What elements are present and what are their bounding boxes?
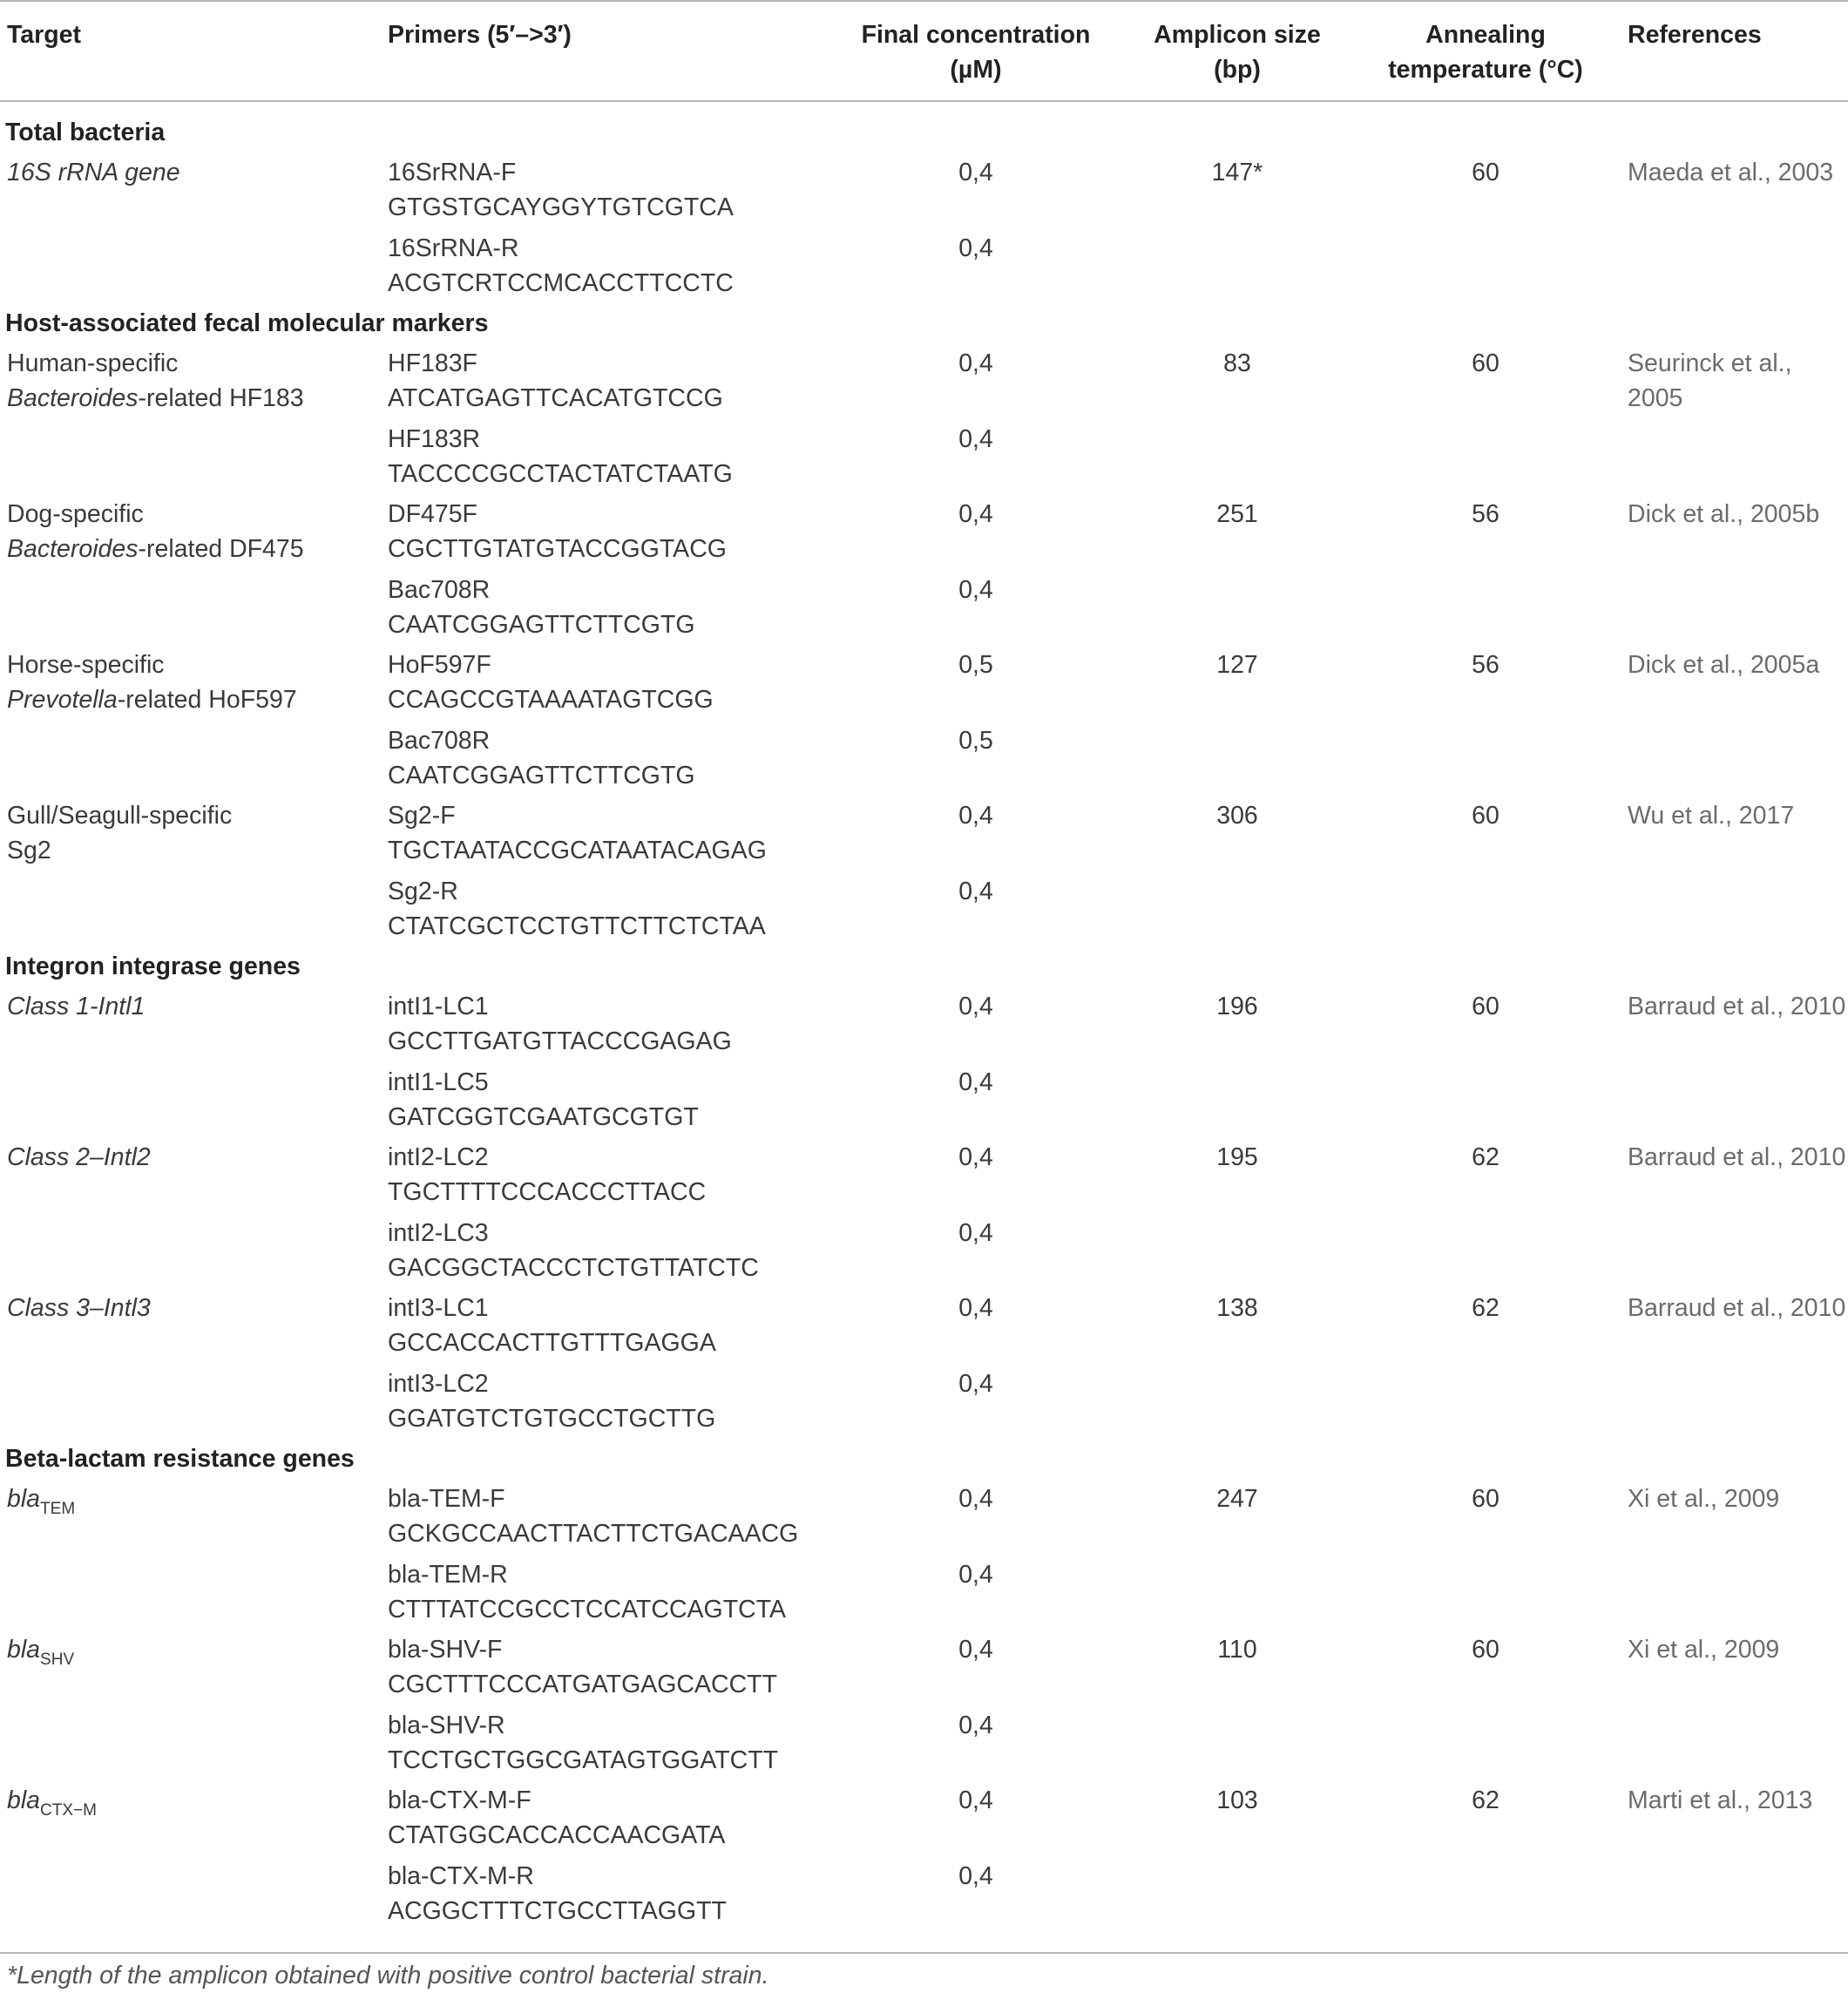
annealing-temperature: 62 <box>1472 1294 1499 1322</box>
primer-name: Sg2-R <box>388 877 458 905</box>
primer-sequence: CAATCGGAGTTCTTCGTG <box>388 610 695 639</box>
header-primers: Primers (5′–>3′) <box>388 21 572 49</box>
primer-cell <box>388 1783 725 1853</box>
primer-sequence: CTATGGCACCACCAACGATA <box>388 1821 726 1849</box>
final-concentration: 0,4 <box>958 1485 993 1513</box>
amplicon-size: 251 <box>1216 500 1258 528</box>
primer-sequence: CGCTTGTATGTACCGGTACG <box>388 535 727 563</box>
target-label <box>7 497 304 566</box>
target-label <box>7 989 145 1024</box>
primer-name: bla-CTX-M-F <box>388 1786 531 1814</box>
target-label-line <box>7 1291 151 1325</box>
primer-sequence: GGATGTCTGTGCCTGCTTG <box>388 1404 716 1433</box>
target-label-part: -related HoF597 <box>117 686 297 714</box>
final-concentration: 0,5 <box>958 651 993 679</box>
primer-name: 16SrRNA-F <box>388 159 517 186</box>
amplicon-size: 306 <box>1216 802 1258 830</box>
header-anneal-line1: Annealing <box>1425 21 1546 49</box>
target-label-subscript: CTX−M <box>40 1801 97 1820</box>
reference <box>1628 647 1819 682</box>
primer-sequence: TACCCCGCCTACTATCTAATG <box>388 459 733 488</box>
target-label-part: 16S rRNA gene <box>7 159 180 186</box>
primer-cell <box>388 1366 715 1436</box>
annealing-temperature: 56 <box>1472 500 1499 528</box>
primer-sequence: CGCTTTCCCATGATGAGCACCTT <box>388 1671 777 1698</box>
reference-line: Barraud et al., 2010 <box>1628 1143 1846 1171</box>
primer-name: bla-CTX-M-R <box>388 1861 534 1890</box>
target-label-part: Human-specific <box>7 349 179 377</box>
primer-cell <box>388 1291 716 1360</box>
amplicon-size: 103 <box>1216 1786 1258 1814</box>
target-label-line <box>7 1783 97 1821</box>
annealing-temperature: 60 <box>1472 349 1499 377</box>
target-label <box>7 798 232 868</box>
reference <box>1628 1291 1845 1325</box>
primer-name: Bac708R <box>388 575 491 604</box>
final-concentration: 0,4 <box>958 575 993 604</box>
primer-name: intI3-LC1 <box>388 1294 489 1322</box>
reference <box>1628 989 1845 1024</box>
primer-cell <box>388 422 733 491</box>
header-amplicon-line2: (bp) <box>1214 56 1261 84</box>
primer-cell <box>388 723 695 793</box>
target-label-line <box>7 833 232 868</box>
target-label-part: bla <box>7 1485 41 1513</box>
final-concentration: 0,4 <box>958 159 993 186</box>
target-label-part: bla <box>7 1636 41 1664</box>
primer-sequence: GATCGGTCGAATGCGTGT <box>388 1102 699 1131</box>
primer-sequence: GACGGCTACCCTCTGTTATCTC <box>388 1253 759 1282</box>
primer-name: intI2-LC3 <box>388 1218 489 1247</box>
reference-line: Xi et al., 2009 <box>1628 1636 1780 1664</box>
section-heading: Integron integrase genes <box>5 952 301 980</box>
annealing-temperature: 60 <box>1472 159 1499 186</box>
target-label <box>7 1783 97 1821</box>
amplicon-size: 110 <box>1217 1636 1257 1664</box>
header-final-concentration <box>836 17 1115 87</box>
reference-line: Maeda et al., 2003 <box>1628 159 1834 186</box>
amplicon-size: 247 <box>1216 1485 1258 1513</box>
target-label-line <box>7 1632 74 1671</box>
final-concentration: 0,4 <box>958 877 993 905</box>
primer-cell <box>388 874 766 944</box>
primer-cell <box>388 989 732 1059</box>
target-label <box>7 1481 75 1520</box>
reference <box>1628 497 1819 532</box>
final-concentration: 0,4 <box>958 1861 993 1890</box>
primer-cell <box>388 346 723 416</box>
reference <box>1628 798 1794 833</box>
primer-name: intI1-LC1 <box>388 993 489 1020</box>
reference <box>1628 1140 1845 1175</box>
amplicon-size: 138 <box>1216 1294 1258 1322</box>
final-concentration: 0,4 <box>958 1369 993 1398</box>
primer-cell <box>388 1140 706 1210</box>
target-label-line <box>7 532 304 566</box>
final-concentration: 0,4 <box>958 993 993 1020</box>
primer-name: intI2-LC2 <box>388 1143 489 1171</box>
target-label-line <box>7 682 297 717</box>
primer-name: bla-SHV-R <box>388 1711 505 1739</box>
target-label-line <box>7 497 304 532</box>
top-rule <box>0 0 1848 2</box>
primer-cell <box>388 1065 699 1135</box>
target-label-part: Bacteroides <box>7 535 139 563</box>
primer-name: HF183R <box>388 424 481 453</box>
reference-line: Dick et al., 2005b <box>1628 500 1820 528</box>
primer-name: Bac708R <box>388 726 491 755</box>
reference <box>1628 1632 1779 1667</box>
target-label-line <box>7 989 145 1024</box>
target-label <box>7 346 304 416</box>
target-label-line <box>7 798 232 833</box>
primer-cell <box>388 1557 786 1627</box>
header-annealing-temperature <box>1368 17 1603 87</box>
primer-cell <box>388 1859 727 1929</box>
amplicon-size: 195 <box>1216 1143 1258 1171</box>
primer-sequence: ACGGCTTTCTGCCTTAGGTT <box>388 1896 727 1925</box>
final-concentration: 0,4 <box>958 234 993 262</box>
primer-cell <box>388 1481 798 1551</box>
target-label-line <box>7 155 180 190</box>
annealing-temperature: 60 <box>1472 1485 1499 1513</box>
target-label <box>7 1291 151 1325</box>
primer-cell <box>388 1708 778 1778</box>
primer-name: Sg2-F <box>388 802 456 830</box>
final-concentration: 0,4 <box>958 500 993 528</box>
reference <box>1628 346 1792 416</box>
primer-sequence: ATCATGAGTTCACATGTCCG <box>388 384 723 412</box>
header-target: Target <box>7 21 81 49</box>
primer-sequence: CCAGCCGTAAAATAGTCGG <box>388 686 714 714</box>
reference-line: Xi et al., 2009 <box>1628 1485 1780 1513</box>
footnote: *Length of the amplicon obtained with positive control bacterial strain. <box>7 1962 769 1990</box>
primer-name: DF475F <box>388 500 477 528</box>
target-label-line <box>7 346 304 381</box>
target-label-part: Dog-specific <box>7 500 144 528</box>
reference-line: Dick et al., 2005a <box>1628 651 1820 679</box>
header-conc-line2: (µM) <box>950 56 1002 84</box>
reference-line: Barraud et al., 2010 <box>1628 993 1846 1020</box>
final-concentration: 0,4 <box>958 1786 993 1814</box>
reference-line: 2005 <box>1628 384 1683 412</box>
primer-sequence: TCCTGCTGGCGATAGTGGATCTT <box>388 1746 779 1774</box>
target-label-part: Class 3–Intl3 <box>7 1294 151 1322</box>
primer-cell <box>388 647 714 717</box>
reference <box>1628 1481 1779 1516</box>
primer-cell <box>388 497 727 566</box>
reference-line: Marti et al., 2013 <box>1628 1786 1813 1814</box>
reference-line: Seurinck et al., <box>1628 349 1792 377</box>
final-concentration: 0,4 <box>958 1068 993 1096</box>
primer-cell <box>388 573 695 642</box>
primer-sequence: ACGTCRTCCMCACCTTCCTC <box>388 268 734 297</box>
final-concentration: 0,4 <box>958 1218 993 1247</box>
primer-cell <box>388 231 734 301</box>
target-label <box>7 155 180 190</box>
primer-cell <box>388 1632 777 1702</box>
target-label <box>7 647 297 717</box>
annealing-temperature: 62 <box>1472 1143 1499 1171</box>
primer-sequence: CAATCGGAGTTCTTCGTG <box>388 761 695 790</box>
primer-sequence: TGCTTTTCCCACCCTTACC <box>388 1178 707 1206</box>
target-label-part: Gull/Seagull-specific <box>7 802 233 830</box>
annealing-temperature: 62 <box>1472 1786 1499 1814</box>
primer-sequence: GCKGCCAACTTACTTCTGACAACG <box>388 1520 799 1548</box>
header-anneal-line2: temperature (°C) <box>1388 56 1583 84</box>
final-concentration: 0,4 <box>958 424 993 453</box>
primer-sequence: TGCTAATACCGCATAATACAGAG <box>388 837 767 864</box>
section-heading: Beta-lactam resistance genes <box>5 1445 355 1473</box>
target-label-part: Class 1-Intl1 <box>7 993 146 1020</box>
header-amplicon-line1: Amplicon size <box>1154 21 1321 49</box>
primer-sequence: CTTTATCCGCCTCCATCCAGTCTA <box>388 1595 787 1624</box>
target-label-part: Class 2–Intl2 <box>7 1143 151 1171</box>
target-label-part: -related DF475 <box>138 535 304 563</box>
target-label-part: Horse-specific <box>7 651 165 679</box>
target-label-part: Bacteroides <box>7 384 139 412</box>
annealing-temperature: 60 <box>1472 1636 1499 1664</box>
final-concentration: 0,4 <box>958 1711 993 1739</box>
annealing-temperature: 60 <box>1472 993 1499 1020</box>
amplicon-size: 83 <box>1223 349 1251 377</box>
final-concentration: 0,5 <box>958 726 993 755</box>
primer-cell <box>388 1216 759 1285</box>
primer-name: intI1-LC5 <box>388 1068 489 1096</box>
reference <box>1628 155 1833 190</box>
final-concentration: 0,4 <box>958 1636 993 1664</box>
primer-name: intI3-LC2 <box>388 1369 489 1398</box>
final-concentration: 0,4 <box>958 802 993 830</box>
target-label-line <box>7 381 304 416</box>
final-concentration: 0,4 <box>958 1560 993 1589</box>
reference-line: Barraud et al., 2010 <box>1628 1294 1846 1322</box>
target-label <box>7 1140 151 1175</box>
target-label-part: bla <box>7 1786 41 1814</box>
primer-name: bla-TEM-R <box>388 1560 508 1589</box>
header-amplicon-size <box>1124 17 1350 87</box>
header-rule <box>0 100 1848 102</box>
final-concentration: 0,4 <box>958 1294 993 1322</box>
primer-name: 16SrRNA-R <box>388 234 519 262</box>
reference-line: Wu et al., 2017 <box>1628 802 1795 830</box>
header-conc-line1: Final concentration <box>861 21 1091 49</box>
header-references: References <box>1628 21 1762 49</box>
primer-sequence: GCCTTGATGTTACCCGAGAG <box>388 1027 732 1055</box>
section-heading: Host-associated fecal molecular markers <box>5 309 489 337</box>
annealing-temperature: 56 <box>1472 651 1499 679</box>
target-label-subscript: SHV <box>40 1651 75 1669</box>
bottom-rule <box>0 1952 1848 1954</box>
amplicon-size: 196 <box>1216 993 1258 1020</box>
final-concentration: 0,4 <box>958 349 993 377</box>
target-label-line <box>7 1140 151 1175</box>
target-label-line <box>7 1481 75 1520</box>
primer-name: bla-TEM-F <box>388 1485 505 1513</box>
amplicon-size: 127 <box>1216 651 1258 679</box>
annealing-temperature: 60 <box>1472 802 1499 830</box>
primer-name: bla-SHV-F <box>388 1636 503 1664</box>
primer-sequence: GCCACCACTTGTTTGAGGA <box>388 1329 716 1357</box>
primer-sequence: GTGSTGCAYGGYTGTCGTCA <box>388 193 734 221</box>
final-concentration: 0,4 <box>958 1143 993 1171</box>
amplicon-size: 147* <box>1211 159 1263 186</box>
target-label <box>7 1632 74 1671</box>
section-heading: Total bacteria <box>5 119 166 146</box>
primer-sequence: CTATCGCTCCTGTTCTTCTCTAA <box>388 912 766 940</box>
target-label-subscript: TEM <box>40 1500 76 1518</box>
target-label-part: Prevotella <box>7 686 118 714</box>
target-label-part: -related HF183 <box>138 384 304 412</box>
primer-cell <box>388 798 767 868</box>
target-label-line <box>7 647 297 682</box>
primer-name: HoF597F <box>388 651 491 679</box>
target-label-part: Sg2 <box>7 837 51 864</box>
reference <box>1628 1783 1812 1818</box>
primer-cell <box>388 155 734 225</box>
primer-name: HF183F <box>388 349 477 377</box>
